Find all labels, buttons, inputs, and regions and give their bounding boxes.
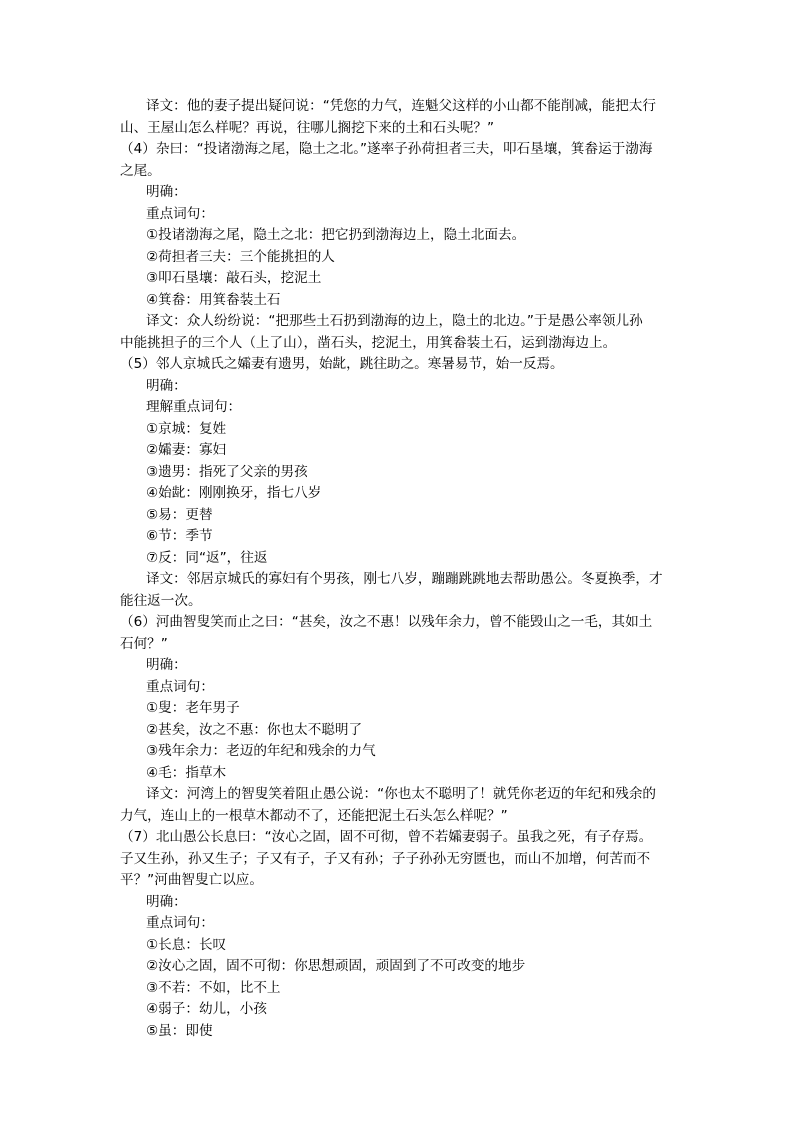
text-line: ③残年余力：老迈的年纪和残余的力气 <box>146 743 376 759</box>
text-line: ①叟：老年男子 <box>146 700 240 716</box>
text-line: ②孀妻：寡妇 <box>146 442 227 458</box>
text-line: ③叩石垦壤：敲石头，挖泥土 <box>146 270 322 286</box>
text-line: ①京城：复姓 <box>146 420 227 437</box>
text-line: ③不若：不如，比不上 <box>146 979 281 996</box>
text-line: 石何？” <box>120 635 168 652</box>
text-line: ②甚矣，汝之不惠：你也太不聪明了 <box>146 721 363 738</box>
text-line: 明确： <box>146 184 187 200</box>
text-line: ①投诸渤海之尾，隐土之北：把它扔到渤海边上，隐土北面去。 <box>146 227 526 243</box>
text-line: 理解重点词句： <box>146 399 242 415</box>
text-line: ⑦反：同“返”，往返 <box>146 549 268 566</box>
text-line: 之尾。 <box>120 162 161 179</box>
text-line: ⑤易：更替 <box>146 506 213 523</box>
text-line: 重点词句： <box>146 915 214 931</box>
text-line: 译文：众人纷纷说：“把那些土石扔到渤海的边上，隐土的北边。”于是愚公率领儿孙 <box>146 313 643 329</box>
text-line: ④弱子：幼儿，小孩 <box>146 1001 267 1017</box>
text-line: 中能挑担子的三个人（上了山），凿石头，挖泥土，用箕畚装土石，运到渤海边上。 <box>120 334 617 351</box>
text-line: （5）邻人京城氏之孀妻有遗男，始龀，跳往助之。寒暑易节，始一反焉。 <box>120 356 564 372</box>
text-line: 山、王屋山怎么样呢？再说，往哪儿搁挖下来的土和石头呢？” <box>120 119 495 136</box>
text-line: 译文：邻居京城氏的寡妇有个男孩，刚七八岁，蹦蹦跳跳地去帮助愚公。冬夏换季，才 <box>146 571 663 587</box>
text-line: 明确： <box>146 893 187 910</box>
text-line: 力气，连山上的一根草木都动不了，还能把泥土石头怎么样呢？” <box>120 807 508 824</box>
text-line: ⑥节：季节 <box>146 528 213 544</box>
text-line: 重点词句： <box>146 678 214 695</box>
text-line: 能往返一次。 <box>120 592 202 609</box>
text-line: ④毛：指草木 <box>146 764 227 781</box>
text-line: 平？”河曲智叟亡以应。 <box>120 872 263 888</box>
text-line: ①长息：长叹 <box>146 936 227 953</box>
text-line: （6）河曲智叟笑而止之曰：“甚矣，汝之不惠！以残年余力，曾不能毁山之一毛，其如土 <box>120 614 653 630</box>
text-line: 重点词句： <box>146 205 214 222</box>
text-line: ④箕畚：用箕畚装土石 <box>146 291 281 308</box>
text-line: ②荷担者三夫：三个能挑担的人 <box>146 248 335 265</box>
text-line: 明确： <box>146 657 187 673</box>
text-line: 子又生孙，孙又生子；子又有子，子又有孙；子子孙孙无穷匮也，而山不加增，何苦而不 <box>120 850 651 867</box>
text-line: （7）北山愚公长息曰：“汝心之固，固不可彻，曾不若孀妻弱子。虽我之死，有子存焉。 <box>120 829 653 845</box>
text-line: ②汝心之固，固不可彻：你思想顽固，顽固到了不可改变的地步 <box>146 958 526 974</box>
text-line: 明确： <box>146 377 187 394</box>
text-line: 译文：河湾上的智叟笑着阻止愚公说：“你也太不聪明了！就凭你老迈的年纪和残余的 <box>146 786 657 802</box>
text-line: 译文：他的妻子提出疑问说：“凭您的力气，连魁父这样的小山都不能削减，能把太行 <box>146 98 657 114</box>
text-line: ④始龀：刚刚换牙，指七八岁 <box>146 485 322 501</box>
text-line: ⑤虽：即使 <box>146 1022 213 1039</box>
text-line: （4）杂曰：“投诸渤海之尾，隐土之北。”遂率子孙荷担者三夫，叩石垦壤，箕畚运于渤海 <box>120 141 653 157</box>
text-line: ③遗男：指死了父亲的男孩 <box>146 463 308 480</box>
